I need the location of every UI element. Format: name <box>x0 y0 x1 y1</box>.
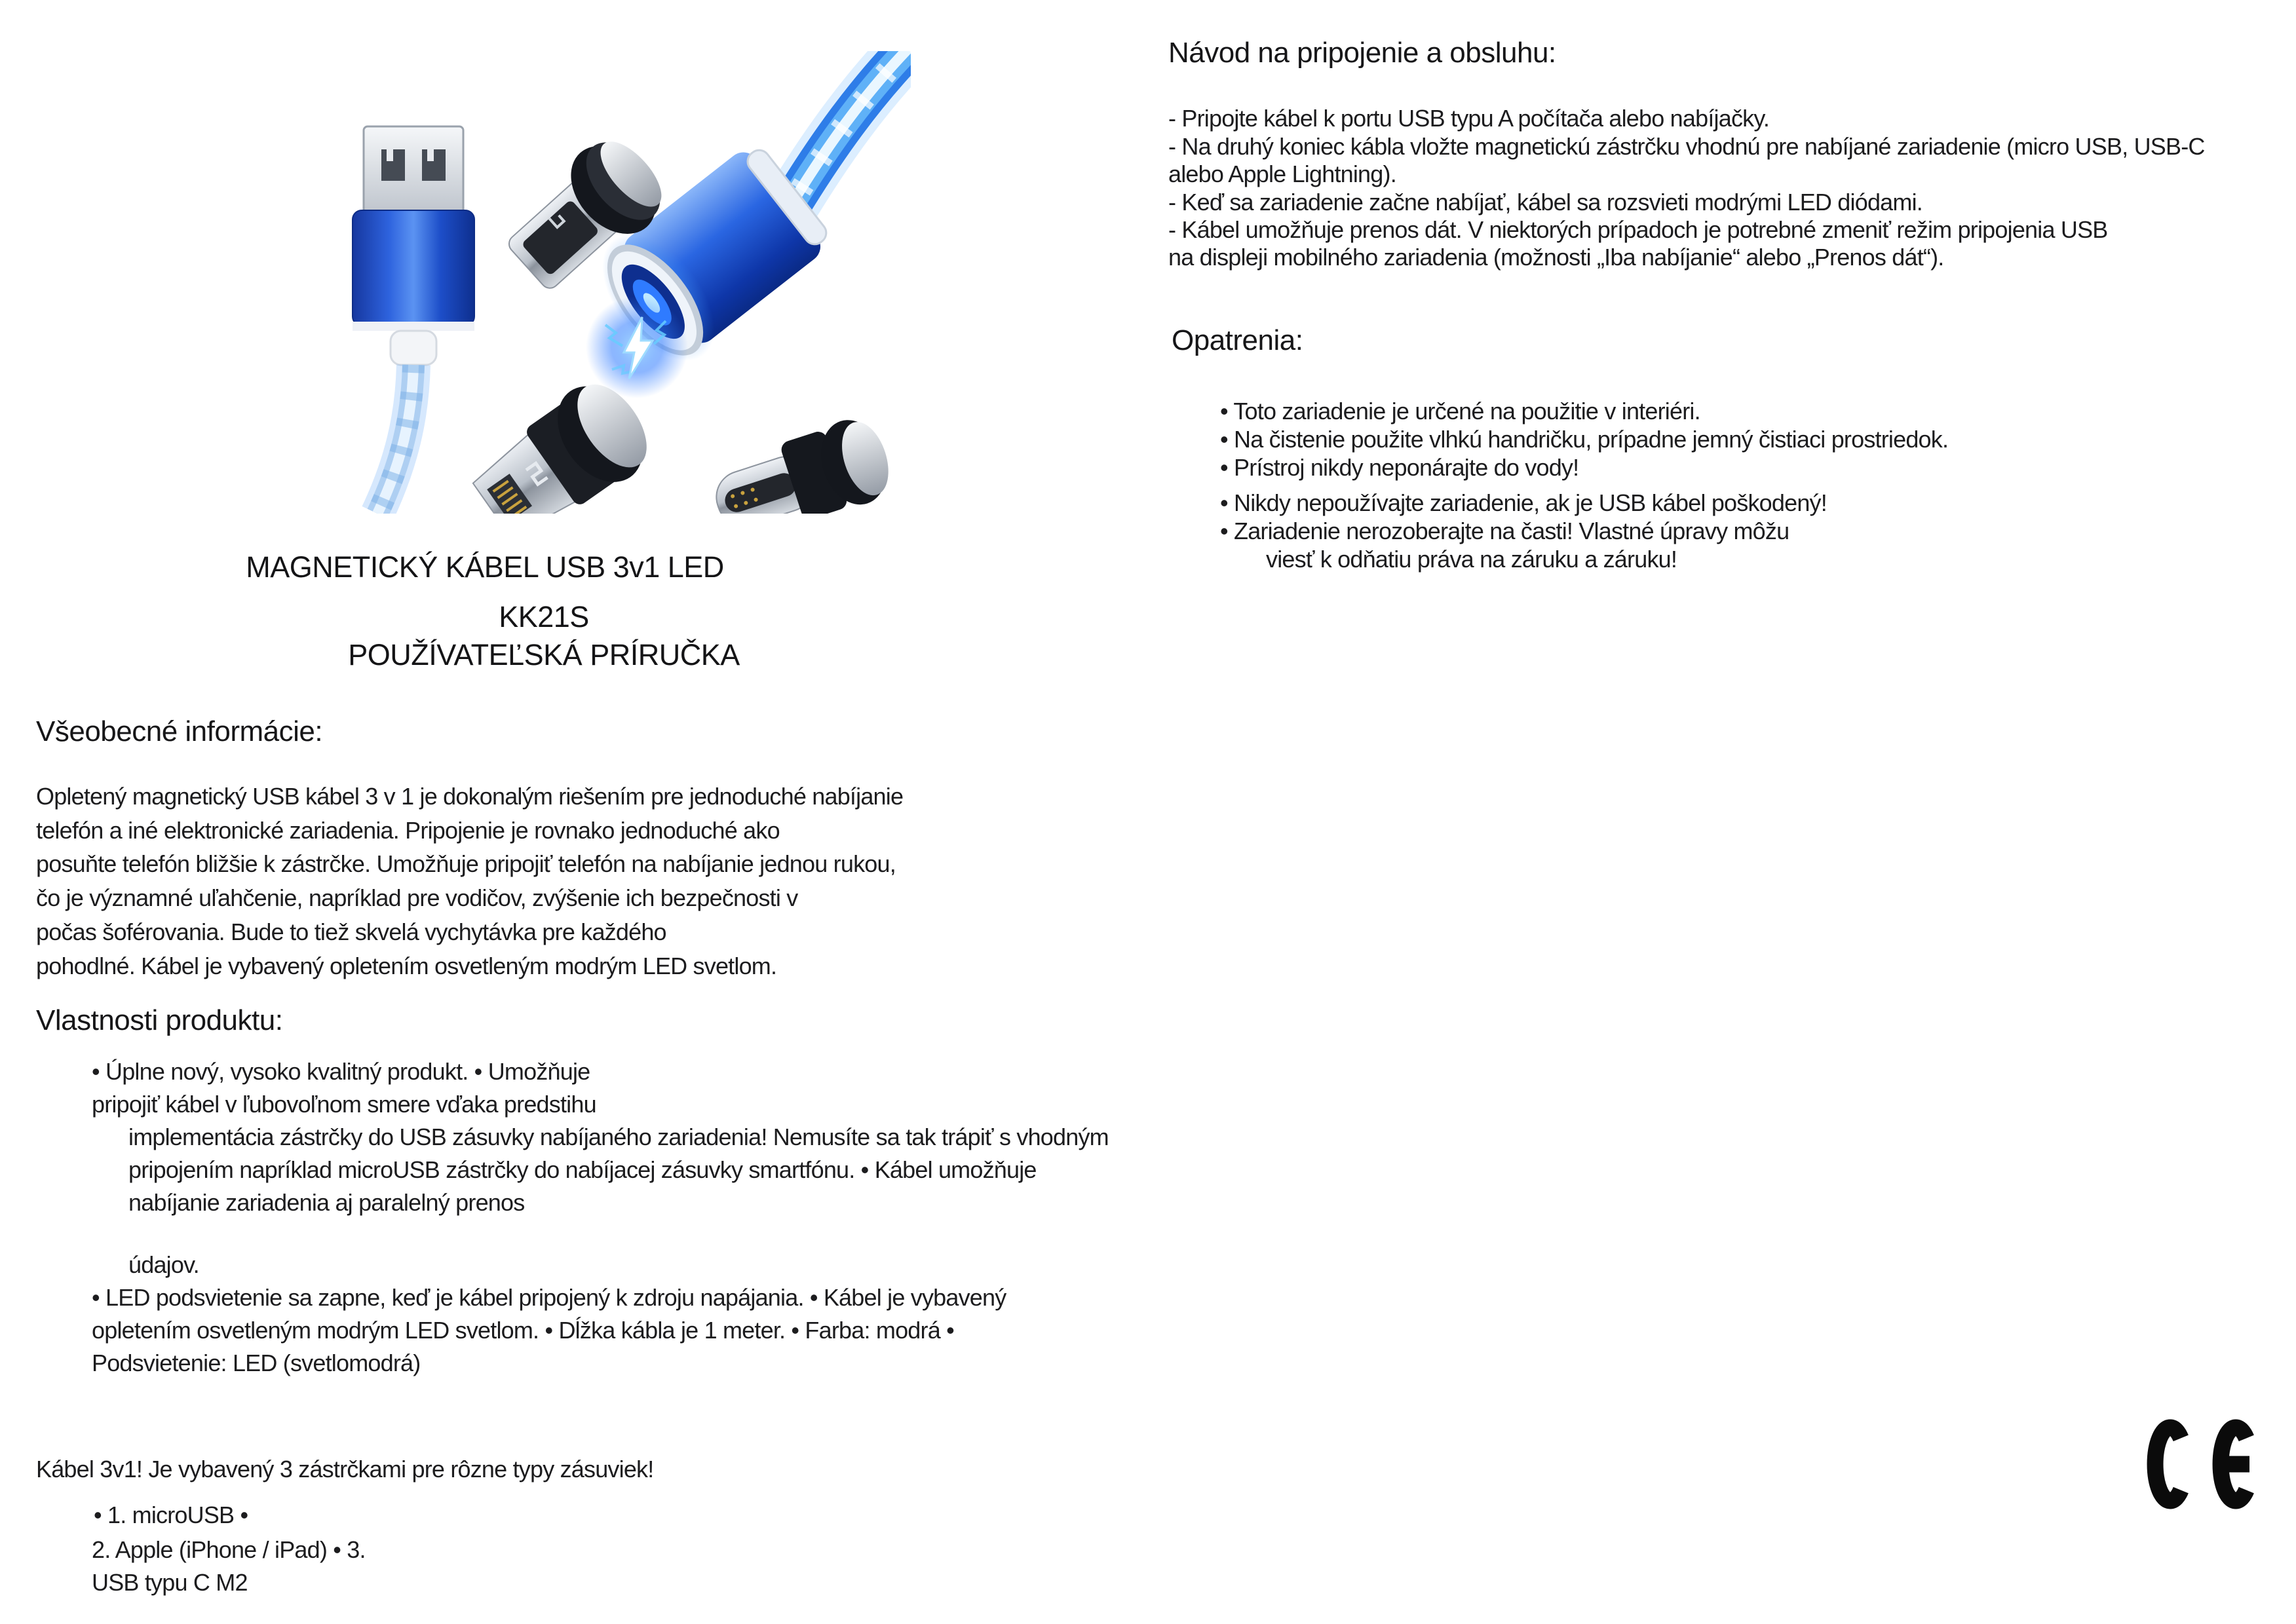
precautions-line: • Na čistenie použite vlhkú handričku, prípadne jemný čistiaci prostriedok. <box>1220 426 1949 453</box>
instructions-line: - Pripojte kábel k portu USB typu A počítača alebo nabíjačky. <box>1168 105 1770 132</box>
manual-subtitle: POUŽÍVATEĽSKÁ PRÍRUČKA <box>348 638 740 671</box>
general-info-line: počas šoférovania. Bude to tiež skvelá vychytávka pre každého <box>36 918 666 945</box>
general-info-line: telefón a iné elektronické zariadenia. Pripojenie je rovnako jednoduché ako <box>36 817 780 844</box>
led-cable-swirl <box>789 51 911 208</box>
product-title: MAGNETICKÝ KÁBEL USB 3v1 LED <box>246 550 724 584</box>
general-info-heading: Všeobecné informácie: <box>36 715 323 747</box>
ce-mark-icon <box>2143 1412 2274 1517</box>
features-heading: Vlastnosti produktu: <box>36 1004 283 1036</box>
plugs-line: • 1. microUSB • <box>94 1501 248 1528</box>
plugs-intro: Kábel 3v1! Je vybavený 3 zástrčkami pre rôzne typy zásuviek! <box>36 1456 654 1482</box>
instructions-line: - Kábel umožňuje prenos dát. V niektorých prípadoch je potrebné zmeniť režim pripojenia USB <box>1168 216 2108 243</box>
general-info-line: čo je významné uľahčenie, napríklad pre vodičov, zvýšenie ich bezpečnosti v <box>36 884 798 911</box>
general-info-line: Opletený magnetický USB kábel 3 v 1 je dokonalým riešením pre jednoduché nabíjanie <box>36 783 904 810</box>
instructions-line: alebo Apple Lightning). <box>1168 161 1396 187</box>
instructions-line: - Keď sa zariadenie začne nabíjať, kábel sa rozsvieti modrými LED diódami. <box>1168 189 1923 216</box>
features-line: pripojiť kábel v ľubovoľnom smere vďaka predstihu <box>92 1091 596 1118</box>
precautions-line: viesť k odňatiu práva na záruku a záruku! <box>1266 546 1677 573</box>
features-line: opletením osvetleným modrým LED svetlom. • Dĺžka kábla je 1 meter. • Farba: modrá • <box>92 1317 954 1344</box>
features-line: údajov. <box>128 1251 199 1278</box>
features-line: nabíjanie zariadenia aj paralelný prenos <box>128 1189 525 1216</box>
plugs-line: USB typu C M2 <box>92 1569 248 1596</box>
usb-a-connector <box>353 126 474 514</box>
product-model: KK21S <box>499 600 589 633</box>
magnetic-spark-icon <box>586 296 688 398</box>
plugs-line: 2. Apple (iPhone / iPad) • 3. <box>92 1536 366 1563</box>
features-line: • LED podsvietenie sa zapne, keď je kábel pripojený k zdroju napájania. • Kábel je vybavený <box>92 1284 1006 1311</box>
usb-c-tip <box>705 411 899 514</box>
features-line: implementácia zástrčky do USB zásuvky nabíjaného zariadenia! Nemusíte sa tak trápiť s vhodným <box>128 1124 1109 1150</box>
general-info-line: posuňte telefón bližšie k zástrčke. Umožňuje pripojiť telefón na nabíjanie jednou rukou, <box>36 850 896 877</box>
general-info-line: pohodlné. Kábel je vybavený opletením osvetleným modrým LED svetlom. <box>36 953 777 979</box>
precautions-line: • Zariadenie nerozoberajte na časti! Vlastné úpravy môžu <box>1220 518 1789 544</box>
features-line: Podsvietenie: LED (svetlomodrá) <box>92 1350 421 1376</box>
features-line: • Úplne nový, vysoko kvalitný produkt. • Umožňuje <box>92 1058 590 1085</box>
product-image <box>301 51 911 514</box>
precautions-line: • Toto zariadenie je určené na použitie v interiéri. <box>1220 398 1700 425</box>
precautions-line: • Prístroj nikdy neponárajte do vody! <box>1220 454 1579 481</box>
instructions-line: - Na druhý koniec kábla vložte magnetickú zástrčku vhodnú pre nabíjané zariadenie (micro USB, USB-C <box>1168 133 2205 160</box>
precautions-line: • Nikdy nepoužívajte zariadenie, ak je USB kábel poškodený! <box>1220 489 1827 516</box>
features-line: pripojením napríklad microUSB zástrčky do nabíjacej zásuvky smartfónu. • Kábel umožňuje <box>128 1156 1037 1183</box>
precautions-heading: Opatrenia: <box>1172 324 1303 356</box>
instructions-line: na displeji mobilného zariadenia (možnosti „Iba nabíjanie“ alebo „Prenos dát“). <box>1168 244 1944 271</box>
instructions-heading: Návod na pripojenie a obsluhu: <box>1168 37 1556 69</box>
